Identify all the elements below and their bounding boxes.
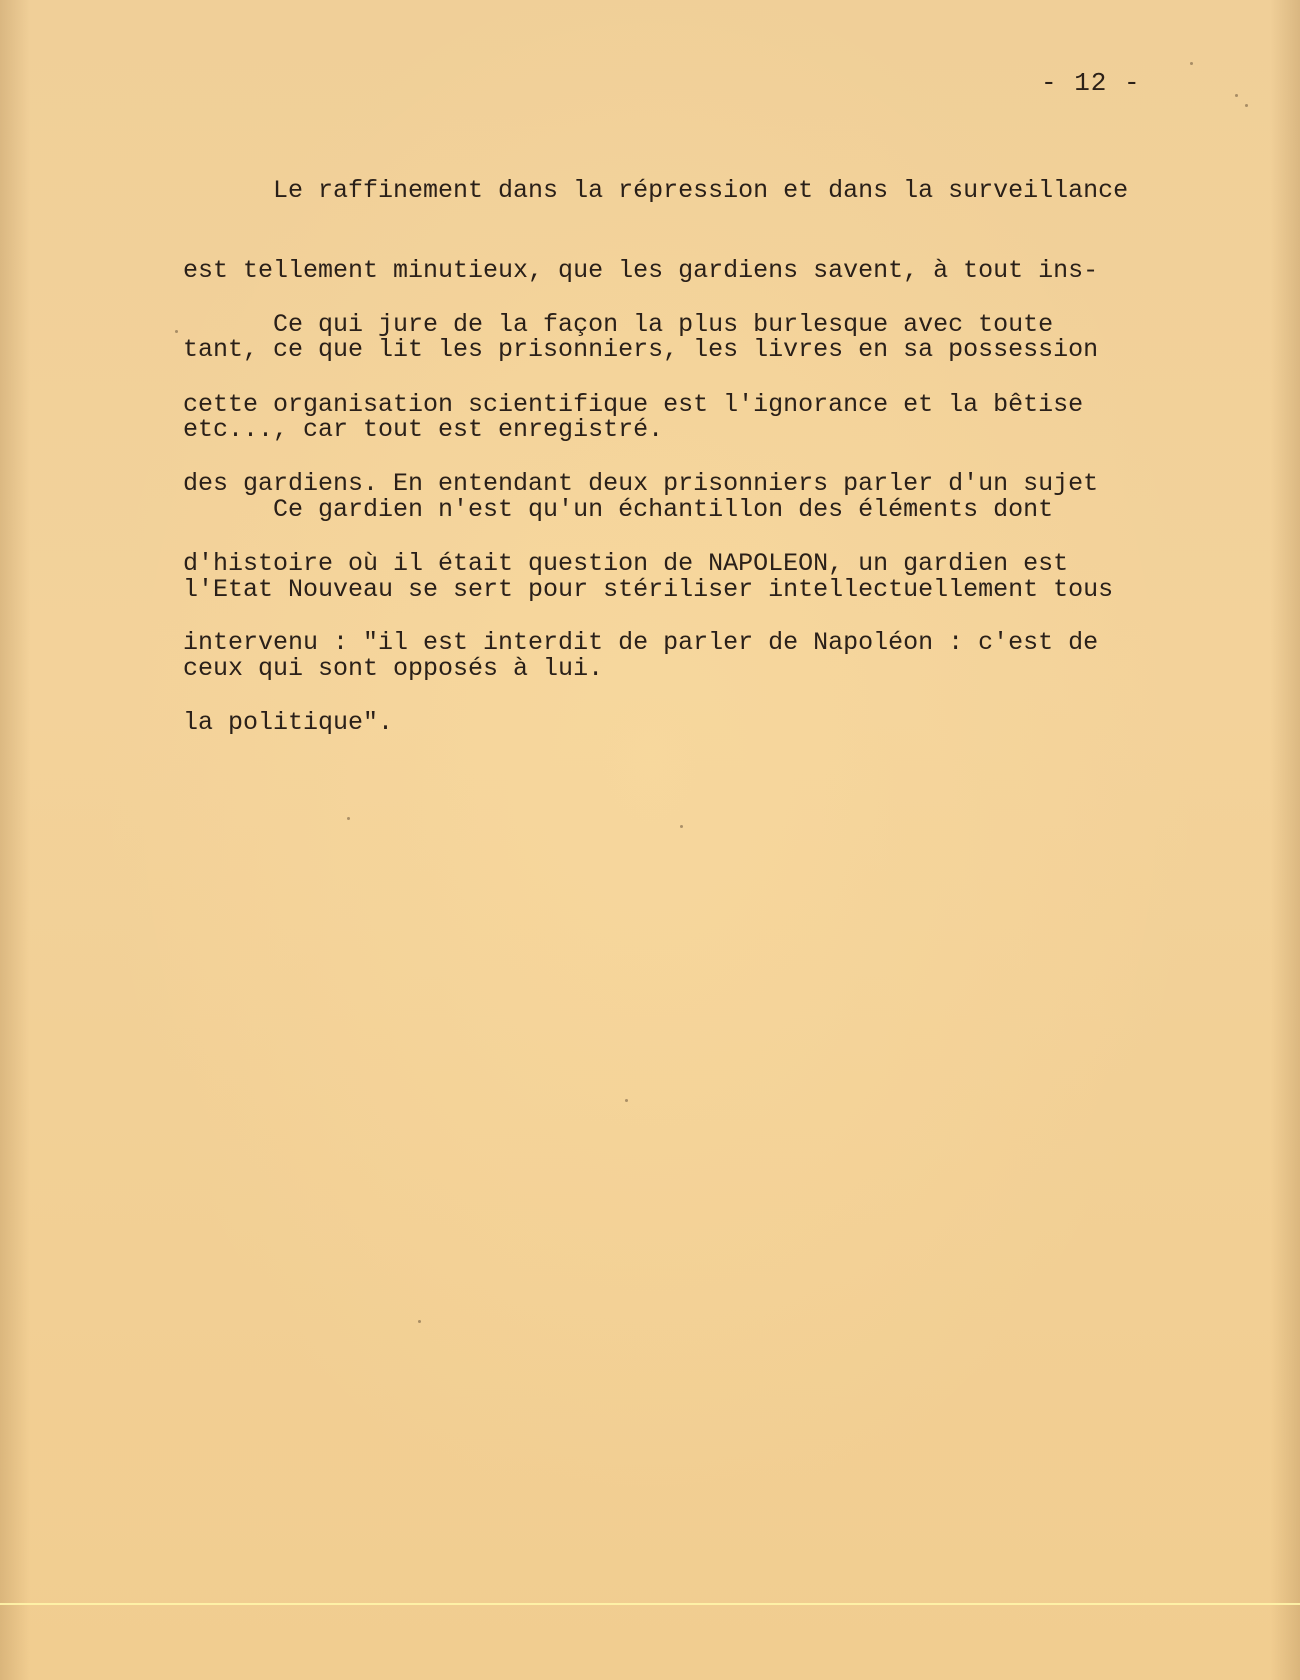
paper-speck (1245, 104, 1248, 107)
paper-speck (625, 1099, 628, 1102)
paper-speck (175, 330, 178, 333)
text-line: etc..., car tout est enregistré. (183, 414, 664, 444)
paper-speck (347, 817, 350, 820)
text-line: tant, ce que lit les prisonniers, les livres en sa possession (183, 335, 1099, 364)
text-line: d'histoire où il était question de NAPOLEON, un gardien est (183, 548, 1069, 578)
text-line: intervenu : "il est interdit de parler de Napoléon : c'est de (183, 628, 1099, 657)
text-line: Ce qui jure de la façon la plus burlesque avec toute (183, 310, 1054, 339)
text-line: la politique". (183, 707, 394, 737)
paper-speck (680, 825, 683, 828)
paper-speck (418, 1320, 421, 1323)
text-line: Ce gardien n'est qu'un échantillon des éléments dont (183, 495, 1054, 524)
text-line: est tellement minutieux, que les gardiens savent, à tout ins- (183, 255, 1099, 285)
text-line: l'Etat Nouveau se sert pour stériliser intellectuellement tous (183, 574, 1114, 604)
paper-speck (1235, 94, 1238, 97)
right-edge-shadow (1270, 0, 1300, 1680)
text-line: cette organisation scientifique est l'ignorance et la bêtise (183, 389, 1084, 419)
text-line: Le raffinement dans la répression et dans la surveillance (183, 176, 1129, 205)
text-line: ceux qui sont opposés à lui. (183, 654, 604, 683)
paragraph-3 (183, 444, 1193, 736)
text-line: des gardiens. En entendant deux prisonniers parler d'un sujet (183, 469, 1099, 498)
scan-artifact-line (0, 1603, 1300, 1605)
left-edge-shadow (0, 0, 30, 1680)
paper-speck (1190, 62, 1193, 65)
page-number: - 12 - (1041, 68, 1141, 98)
